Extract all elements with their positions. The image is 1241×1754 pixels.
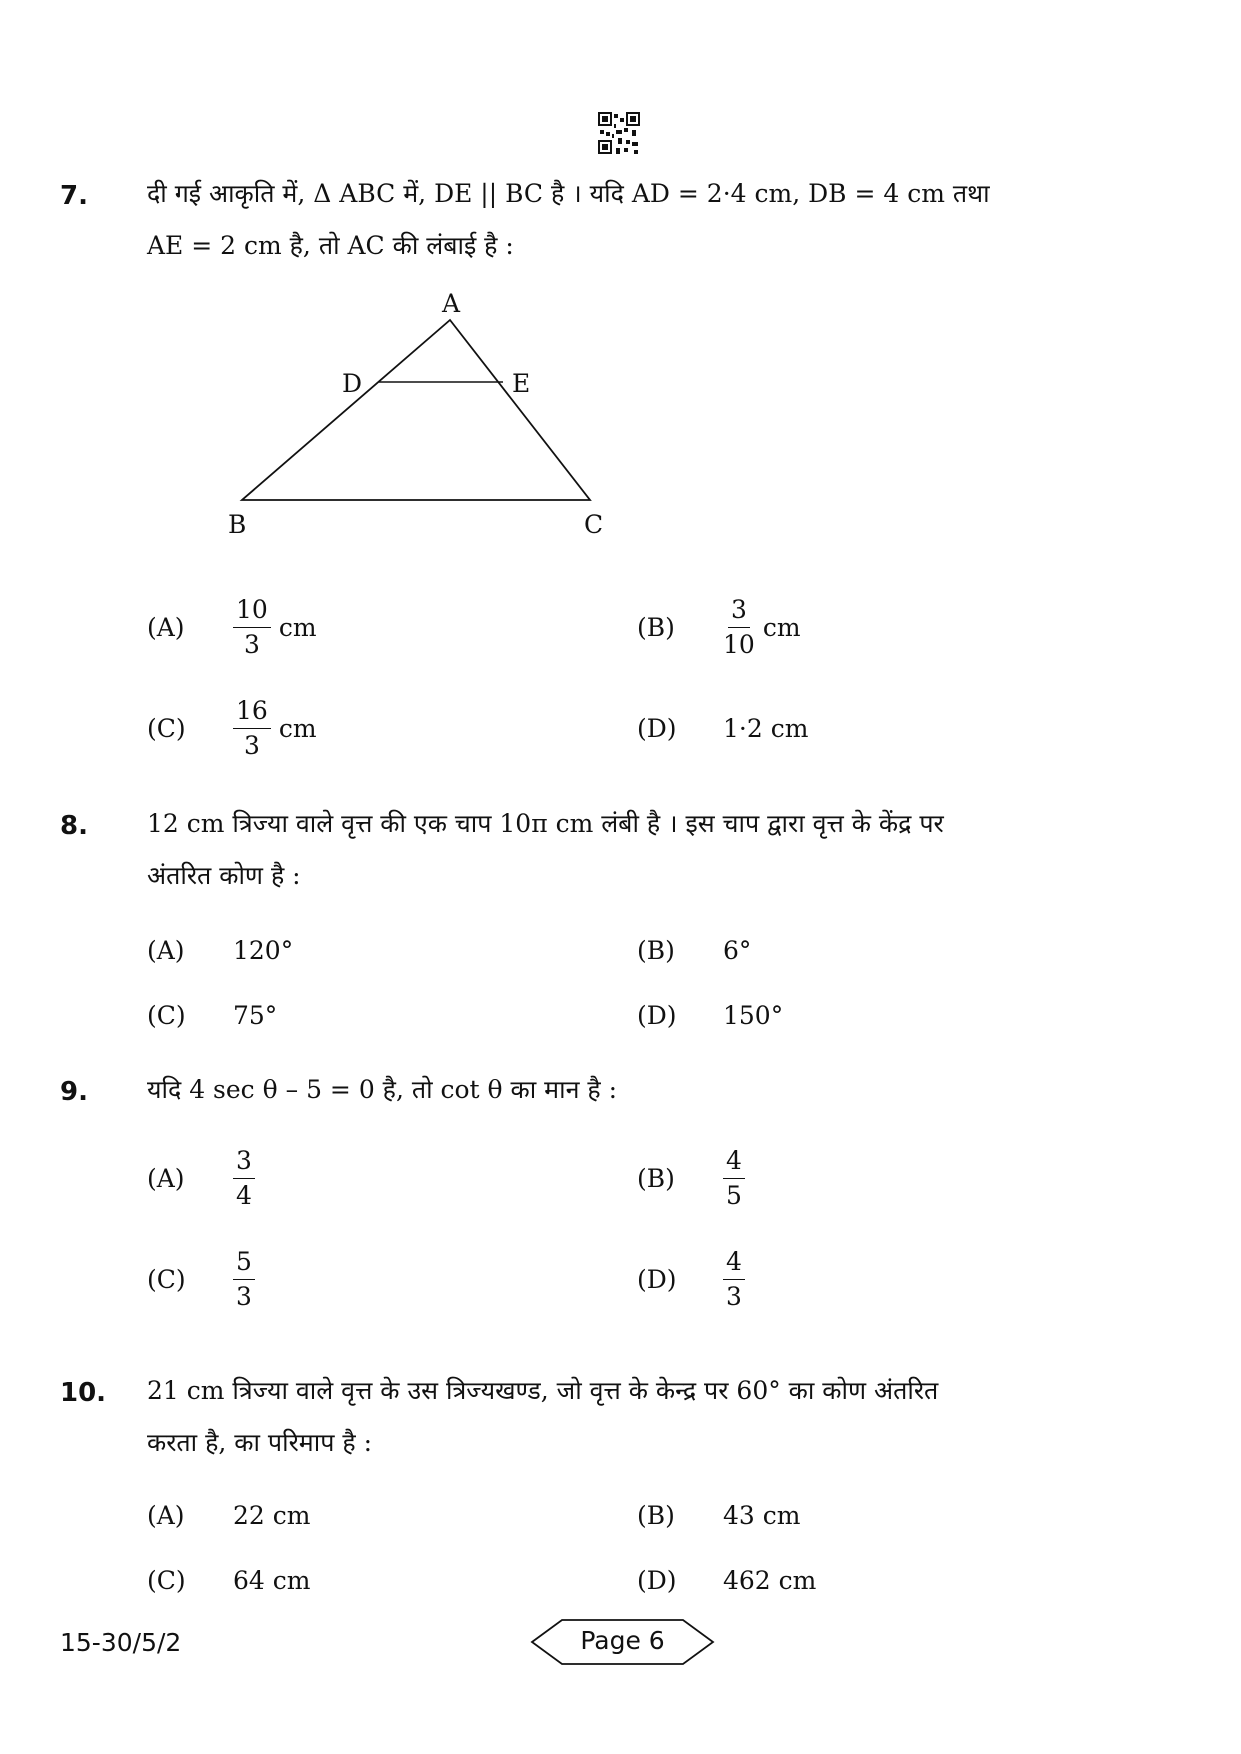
option-label: (A) xyxy=(147,1163,185,1193)
option-label: (C) xyxy=(147,1000,186,1030)
qr-code-icon xyxy=(598,112,640,154)
vertex-label-d: D xyxy=(342,369,363,398)
fraction-denominator: 4 xyxy=(236,1180,252,1210)
option-value: 6° xyxy=(723,935,752,965)
option-value: 22 cm xyxy=(233,1500,311,1530)
question-7-option-a[interactable] xyxy=(147,592,317,662)
question-8-text xyxy=(147,798,1122,902)
fraction xyxy=(233,1247,255,1312)
fraction-denominator: 5 xyxy=(726,1180,742,1210)
fraction-denominator: 3 xyxy=(236,1281,252,1311)
triangle-abc xyxy=(242,320,590,500)
question-8-option-b[interactable] xyxy=(637,915,751,985)
question-9-option-a[interactable] xyxy=(147,1143,263,1213)
question-7-number: 7. xyxy=(60,181,88,211)
fraction xyxy=(723,1146,745,1211)
fraction-numerator: 3 xyxy=(233,1146,255,1179)
question-10-option-c[interactable] xyxy=(147,1545,310,1615)
fraction-denominator: 3 xyxy=(726,1281,742,1311)
option-label: (D) xyxy=(637,1565,677,1595)
option-value: 64 cm xyxy=(233,1565,311,1595)
option-unit: cm xyxy=(278,713,317,743)
question-9-text xyxy=(147,1064,1122,1116)
option-label: (A) xyxy=(147,1500,185,1530)
question-7-text xyxy=(147,168,1122,272)
fraction-denominator: 3 xyxy=(243,629,260,659)
fraction-numerator: 3 xyxy=(728,595,750,628)
option-label: (C) xyxy=(147,1264,186,1294)
vertex-label-b: B xyxy=(228,510,247,539)
question-7-option-b[interactable] xyxy=(637,592,801,662)
vertex-label-a: A xyxy=(442,289,461,318)
option-label: (A) xyxy=(147,935,185,965)
question-8-option-c[interactable] xyxy=(147,980,277,1050)
question-8-line-2: अंतरित कोण है : xyxy=(147,861,301,890)
fraction xyxy=(233,696,271,761)
paper-code: 15-30/5/2 xyxy=(60,1628,182,1657)
question-8-option-d[interactable] xyxy=(637,980,783,1050)
question-10-number: 10. xyxy=(60,1378,107,1408)
option-value: 1·2 cm xyxy=(723,713,809,743)
question-9-option-d[interactable] xyxy=(637,1244,753,1314)
question-7-line-1: दी गई आकृति में, Δ ABC में, DE || BC है । यदि AD = 2·4 cm, DB = 4 cm तथा xyxy=(147,179,990,208)
question-10-option-a[interactable] xyxy=(147,1480,310,1550)
fraction-numerator: 4 xyxy=(723,1146,745,1179)
fraction xyxy=(233,595,271,660)
fraction-denominator: 10 xyxy=(723,629,755,659)
question-7-line-2: AE = 2 cm है, तो AC की लंबाई है : xyxy=(147,231,514,260)
option-label: (C) xyxy=(147,1565,186,1595)
option-label: (D) xyxy=(637,1264,677,1294)
option-label: (B) xyxy=(637,612,675,642)
vertex-label-e: E xyxy=(512,369,531,398)
fraction-numerator: 10 xyxy=(233,595,271,628)
question-10-line-1: 21 cm त्रिज्या वाले वृत्त के उस त्रिज्यखण्ड, जो वृत्त के केन्द्र पर 60° का कोण अंतरित xyxy=(147,1376,939,1405)
option-label: (D) xyxy=(637,1000,677,1030)
question-9-number: 9. xyxy=(60,1077,88,1107)
question-10-line-2: करता है, का परिमाप है : xyxy=(147,1428,373,1457)
option-value: 120° xyxy=(233,935,294,965)
question-10-text xyxy=(147,1365,1122,1469)
question-8-line-1: 12 cm त्रिज्या वाले वृत्त की एक चाप 10π cm लंबी है । इस चाप द्वारा वृत्त के केंद्र पर xyxy=(147,809,944,838)
fraction xyxy=(723,1247,745,1312)
question-7-option-c[interactable] xyxy=(147,693,317,763)
fraction-numerator: 4 xyxy=(723,1247,745,1280)
option-value: 43 cm xyxy=(723,1500,801,1530)
page-number-badge xyxy=(530,1618,715,1666)
question-7-option-d[interactable] xyxy=(637,693,808,763)
option-label: (B) xyxy=(637,1500,675,1530)
vertex-label-c: C xyxy=(584,510,604,539)
fraction-numerator: 16 xyxy=(233,696,271,729)
option-unit: cm xyxy=(762,612,801,642)
option-value: 462 cm xyxy=(723,1565,817,1595)
question-9-line-1: यदि 4 sec θ – 5 = 0 है, तो cot θ का मान है : xyxy=(147,1075,618,1104)
fraction xyxy=(233,1146,255,1211)
question-10-option-b[interactable] xyxy=(637,1480,800,1550)
option-value: 75° xyxy=(233,1000,278,1030)
option-label: (C) xyxy=(147,713,186,743)
question-9-option-c[interactable] xyxy=(147,1244,263,1314)
page-number: Page 6 xyxy=(580,1626,665,1655)
fraction xyxy=(723,595,755,660)
question-10-option-d[interactable] xyxy=(637,1545,816,1615)
option-unit: cm xyxy=(278,612,317,642)
triangle-figure xyxy=(220,285,620,545)
option-label: (D) xyxy=(637,713,677,743)
question-8-option-a[interactable] xyxy=(147,915,293,985)
fraction-denominator: 3 xyxy=(243,730,260,760)
option-label: (B) xyxy=(637,1163,675,1193)
option-label: (B) xyxy=(637,935,675,965)
question-8-number: 8. xyxy=(60,811,88,841)
option-label: (A) xyxy=(147,612,185,642)
option-value: 150° xyxy=(723,1000,784,1030)
question-9-option-b[interactable] xyxy=(637,1143,753,1213)
fraction-numerator: 5 xyxy=(233,1247,255,1280)
